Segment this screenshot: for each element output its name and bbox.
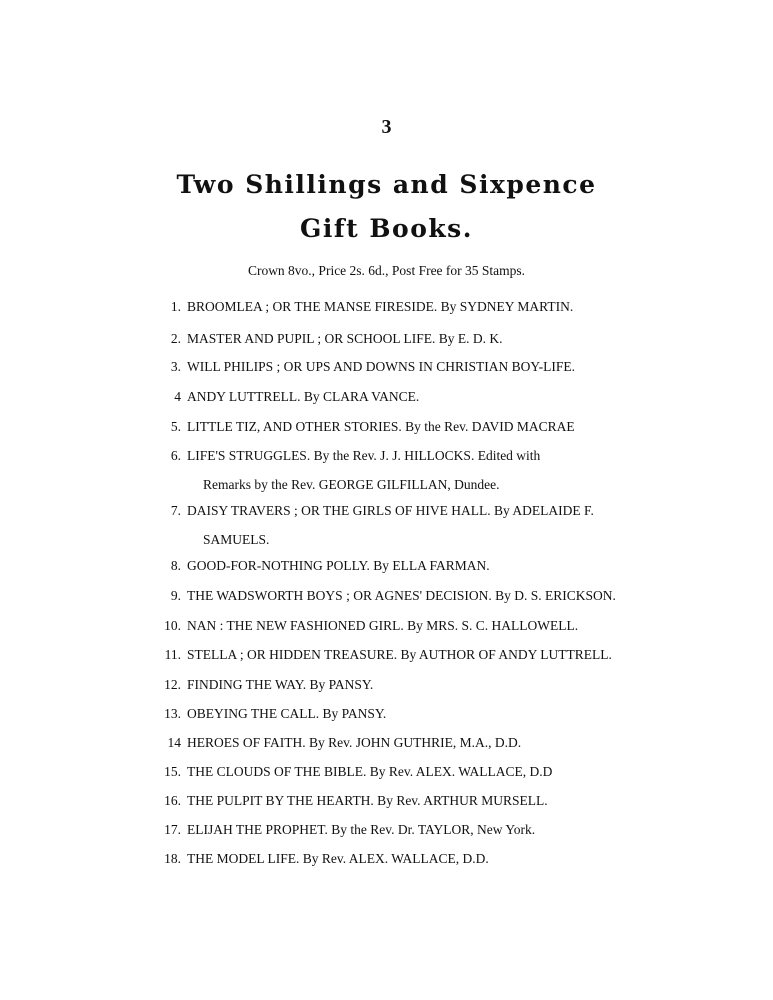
book-title: THE MODEL LIFE. By Rev. ALEX. WALLACE, D.D.	[187, 851, 489, 866]
book-title: ELIJAH THE PROPHET. By the Rev. Dr. TAYLOR, New York.	[187, 822, 536, 837]
book-title-continuation: Remarks by the Rev. GEORGE GILFILLAN, Dundee.	[203, 477, 500, 492]
book-title: ANDY LUTTRELL. By CLARA VANCE.	[187, 389, 420, 404]
book-title-continuation: SAMUELS.	[203, 532, 270, 547]
book-number: 9.	[170, 588, 181, 603]
book-title: DAISY TRAVERS ; OR THE GIRLS OF HIVE HALL. By ADELAIDE F.	[187, 503, 594, 518]
book-title: HEROES OF FAITH. By Rev. JOHN GUTHRIE, M.A., D.D.	[187, 735, 522, 750]
book-number: 15.	[164, 764, 181, 779]
book-number: 18.	[164, 851, 181, 866]
book-title: WILL PHILIPS ; OR UPS AND DOWNS IN CHRISTIAN BOY-LIFE.	[187, 359, 576, 374]
book-title: STELLA ; OR HIDDEN TREASURE. By AUTHOR OF ANDY LUTTRELL.	[187, 647, 612, 662]
book-title: LIFE'S STRUGGLES. By the Rev. J. J. HILLOCKS. Edited with	[187, 448, 541, 463]
book-number: 1.	[170, 299, 181, 314]
book-number: 17.	[164, 822, 181, 837]
book-title: FINDING THE WAY. By PANSY.	[187, 677, 374, 692]
book-title: NAN : THE NEW FASHIONED GIRL. By MRS. S. C. HALLOWELL.	[187, 618, 579, 633]
book-number: 14	[167, 735, 181, 750]
price-subtitle: Crown 8vo., Price 2s. 6d., Post Free for 35 Stamps.	[247, 263, 526, 278]
book-number: 5.	[170, 419, 181, 434]
book-number: 8.	[170, 558, 181, 573]
book-title: LITTLE TIZ, AND OTHER STORIES. By the Rev. DAVID MACRAE	[187, 419, 575, 434]
book-title: BROOMLEA ; OR THE MANSE FIRESIDE. By SYDNEY MARTIN.	[187, 299, 574, 314]
book-title: MASTER AND PUPIL ; OR SCHOOL LIFE. By E. D. K.	[187, 331, 503, 346]
book-title: THE WADSWORTH BOYS ; OR AGNES' DECISION. By D. S. ERICKSON.	[187, 588, 616, 603]
book-number: 7.	[170, 503, 181, 518]
page-number: 3	[381, 116, 392, 138]
book-number: 12.	[164, 677, 181, 692]
book-number: 11.	[164, 647, 181, 662]
book-number: 6.	[170, 448, 181, 463]
book-title: GOOD-FOR-NOTHING POLLY. By ELLA FARMAN.	[187, 558, 490, 573]
page-title-line-1: Two Shillings and Sixpence	[176, 170, 597, 199]
book-number: 3.	[170, 359, 181, 374]
book-title: OBEYING THE CALL. By PANSY.	[187, 706, 387, 721]
book-number: 16.	[164, 793, 181, 808]
page-title-line-2: Gift Books.	[300, 214, 473, 243]
book-number: 10.	[164, 618, 181, 633]
book-number: 2.	[170, 331, 181, 346]
book-number: 13.	[164, 706, 181, 721]
book-number: 4	[174, 389, 181, 404]
book-title: THE PULPIT BY THE HEARTH. By Rev. ARTHUR MURSELL.	[187, 793, 548, 808]
book-title: THE CLOUDS OF THE BIBLE. By Rev. ALEX. WALLACE, D.D	[187, 764, 553, 779]
